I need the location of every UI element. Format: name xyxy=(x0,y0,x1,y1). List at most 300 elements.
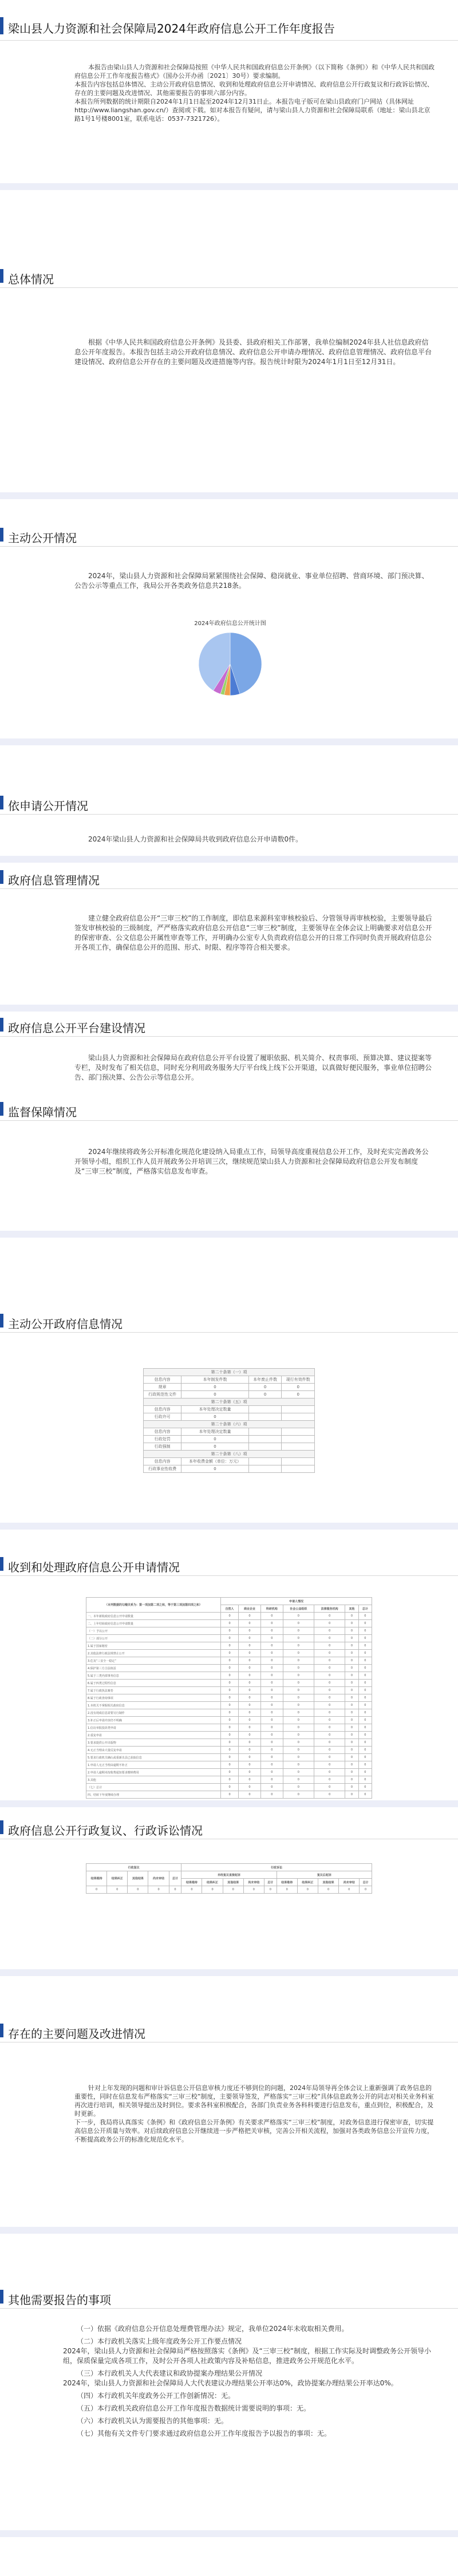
table-cell: 1.属于国家秘密 xyxy=(86,1642,221,1650)
table-cell xyxy=(248,1458,282,1465)
table-cell: 0 xyxy=(283,1702,314,1709)
table-cell xyxy=(282,1406,315,1413)
table-cell: 0 xyxy=(358,1769,372,1776)
table-cell: 0 xyxy=(314,1732,345,1739)
table-cell: 0 xyxy=(260,1687,283,1694)
table-cell: 0 xyxy=(260,1657,283,1665)
table-cell: 0 xyxy=(358,1627,372,1635)
table-cell: 0 xyxy=(358,1747,372,1754)
section-title-review: 政府信息公开行政复议、行政诉讼情况 xyxy=(8,1824,203,1838)
table-cell: 0 xyxy=(221,1791,239,1799)
list-item: （六）本行政机关认为需要报告的其他事项：无。 xyxy=(77,2417,228,2425)
section-title-others: 其他需要报告的事项 xyxy=(8,2293,111,2307)
table-cell: 0 xyxy=(260,1791,283,1799)
table-cell: 0 xyxy=(181,1436,249,1443)
section-divider-line xyxy=(0,888,458,889)
table-cell: 0 xyxy=(181,1413,249,1421)
table-cell: 0 xyxy=(283,1739,314,1747)
table-cell: 0 xyxy=(107,1886,128,1894)
table-cell: 本年收费金额（单位：万元） xyxy=(181,1458,249,1465)
page-title: 梁山县人力资源和社会保障局2024年政府信息公开工作年度报告 xyxy=(8,22,335,35)
table-cell: 0 xyxy=(314,1769,345,1776)
table-cell: 0 xyxy=(314,1642,345,1650)
table-cell: 0 xyxy=(283,1776,314,1784)
table-cell: 0 xyxy=(283,1747,314,1754)
table-row xyxy=(144,1451,315,1458)
apply-info-table xyxy=(86,1597,372,1799)
table-cell: 0 xyxy=(239,1665,261,1672)
table-cell: 0 xyxy=(221,1776,239,1784)
section-divider-line xyxy=(0,1575,458,1576)
table-cell xyxy=(282,1458,315,1465)
active-text: 2024年，梁山县人力资源和社会保障局紧紧围绕社会保障、稳岗就业、事业单位招聘、营商环境、部门预决算、公告公示等重点工作，我局公开各类政务信息共218条。 xyxy=(74,572,429,590)
list-item: （五）本行政机关政府信息公开工作年度报告数据统计需要说明的事项：无。 xyxy=(77,2404,311,2412)
table-row xyxy=(86,1694,372,1702)
table-cell: 信息内容 xyxy=(144,1428,181,1436)
table-cell xyxy=(248,1428,282,1436)
table-cell: 第二十条第（五）项 xyxy=(144,1398,315,1406)
table-cell: 0 xyxy=(345,1687,358,1694)
table-row xyxy=(86,1635,372,1642)
table-row xyxy=(86,1864,372,1871)
table-cell: 0 xyxy=(221,1754,239,1761)
section-title-apply-table: 收到和处理政府信息公开申请情况 xyxy=(8,1560,180,1574)
table-header-cell: 结果纠正 xyxy=(297,1879,318,1886)
table-cell: 0 xyxy=(314,1635,345,1642)
table-cell: 0 xyxy=(314,1613,345,1620)
table-cell: 3.危及“三安全一稳定” xyxy=(86,1657,221,1665)
table-cell: 0 xyxy=(297,1886,318,1894)
table-row xyxy=(86,1791,372,1799)
table-row xyxy=(144,1398,315,1406)
table-cell: 0 xyxy=(314,1739,345,1747)
table-cell: 0 xyxy=(221,1680,239,1687)
table-cell: 规章 xyxy=(144,1384,181,1391)
table-cell: 0 xyxy=(314,1627,345,1635)
table-header-cell: 行政诉讼 xyxy=(181,1864,372,1871)
table-cell xyxy=(282,1428,315,1436)
table-cell: 0 xyxy=(239,1627,261,1635)
table-cell: 4.保护第三方合法权益 xyxy=(86,1665,221,1672)
table-cell: 0 xyxy=(345,1627,358,1635)
table-cell: 0 xyxy=(314,1724,345,1732)
table-cell: 0 xyxy=(345,1732,358,1739)
section-title-overall: 总体情况 xyxy=(8,272,54,286)
table-cell: 0 xyxy=(239,1739,261,1747)
table-header-cell: 结果纠正 xyxy=(107,1871,128,1886)
table-cell: 0 xyxy=(345,1642,358,1650)
table-row xyxy=(86,1871,372,1879)
table-cell: 0 xyxy=(345,1635,358,1642)
table-cell: （一）予以公开 xyxy=(86,1627,221,1635)
table-cell: 信息内容 xyxy=(144,1376,181,1384)
table-cell: 0 xyxy=(181,1384,249,1391)
table-cell: 0 xyxy=(239,1747,261,1754)
table-cell: 0 xyxy=(283,1724,314,1732)
table-cell xyxy=(282,1413,315,1421)
table-cell: 0 xyxy=(358,1761,372,1769)
table-cell: 0 xyxy=(221,1613,239,1620)
table-cell: 0 xyxy=(148,1886,169,1894)
table-row xyxy=(86,1672,372,1680)
table-cell: 0 xyxy=(260,1761,283,1769)
review-table xyxy=(86,1863,372,1894)
table-cell: 0 xyxy=(345,1672,358,1680)
table-cell: 0 xyxy=(283,1754,314,1761)
table-cell: 0 xyxy=(239,1754,261,1761)
table-cell: 0 xyxy=(314,1672,345,1680)
table-cell xyxy=(282,1443,315,1451)
table-row xyxy=(144,1369,315,1376)
table-cell: 0 xyxy=(358,1620,372,1627)
table-cell: 0 xyxy=(283,1620,314,1627)
table-cell: 0 xyxy=(239,1613,261,1620)
table-row xyxy=(144,1421,315,1428)
table-cell: 0 xyxy=(221,1784,239,1791)
section-divider xyxy=(0,1969,458,1976)
table-row xyxy=(86,1717,372,1724)
table-cell: 0 xyxy=(314,1657,345,1665)
table-cell: 0 xyxy=(283,1627,314,1635)
section-divider xyxy=(0,1800,458,1807)
table-cell: 0 xyxy=(360,1886,372,1894)
table-cell: 0 xyxy=(260,1769,283,1776)
table-row xyxy=(86,1613,372,1620)
table-header-cell: 尚未审结 xyxy=(243,1879,264,1886)
table-cell: 0 xyxy=(314,1761,345,1769)
section-title-manage: 政府信息管理情况 xyxy=(8,874,100,887)
section-divider-line xyxy=(0,287,458,288)
section-accent-bar xyxy=(0,796,3,809)
table-cell: 3.补正后申请内容仍不明确 xyxy=(86,1717,221,1724)
pie-chart xyxy=(179,618,282,704)
table-cell: 0 xyxy=(345,1680,358,1687)
table-header-cell: 结果纠正 xyxy=(202,1879,223,1886)
table-cell: 0 xyxy=(239,1724,261,1732)
list-item: （二）本行政机关落实上级年度政务公开工作要点情况 2024年，梁山县人力资源和社会保障局严格按照落实《条例》及“三审三校”制度，根据工作实际及时调整政务公开领导小组，保质保量完成各项工作，及时公开各项人社政策内容及补贴信息，推进政务公开规范化水平。 xyxy=(63,2337,431,2365)
table-cell: 现行有效件数 xyxy=(282,1376,315,1384)
table-cell: 0 xyxy=(221,1761,239,1769)
table-header-cell: 其他 xyxy=(345,1605,358,1613)
table-cell: 0 xyxy=(248,1384,282,1391)
table-cell: 0 xyxy=(260,1739,283,1747)
section-accent-bar xyxy=(0,870,3,884)
list-item: （四）本行政机关年度政务公开工作创新情况：无。 xyxy=(77,2392,235,2400)
table-cell: 6.属于四类过程性信息 xyxy=(86,1680,221,1687)
table-cell: 0 xyxy=(283,1687,314,1694)
table-cell: 3.其他 xyxy=(86,1776,221,1784)
table-cell: 0 xyxy=(345,1754,358,1761)
table-cell: 0 xyxy=(314,1709,345,1717)
table-cell: 0 xyxy=(221,1709,239,1717)
table-cell: 0 xyxy=(277,1886,297,1894)
table-header-cell: 行政复议 xyxy=(86,1864,181,1871)
table-cell: 0 xyxy=(239,1709,261,1717)
table-cell: 0 xyxy=(318,1886,338,1894)
table-cell: 0 xyxy=(260,1642,283,1650)
section-accent-bar xyxy=(0,1820,3,1834)
table-cell: 0 xyxy=(283,1709,314,1717)
section-divider xyxy=(0,1523,458,1530)
table-cell: 0 xyxy=(314,1650,345,1657)
table-header-cell: 总计 xyxy=(358,1605,372,1613)
table-cell: 0 xyxy=(239,1732,261,1739)
table-cell: 0 xyxy=(221,1642,239,1650)
table-cell: 0 xyxy=(260,1732,283,1739)
table-cell: 四、结转下年度继续办理 xyxy=(86,1791,221,1799)
table-cell: 0 xyxy=(260,1694,283,1702)
section-divider xyxy=(0,1005,458,1012)
table-cell: 0 xyxy=(260,1724,283,1732)
table-header-cell: 自然人 xyxy=(221,1605,239,1613)
table-cell: 0 xyxy=(221,1717,239,1724)
table-header-cell: 尚未审结 xyxy=(148,1871,169,1886)
table-cell: 0 xyxy=(223,1886,243,1894)
table-cell: 0 xyxy=(239,1680,261,1687)
section-divider xyxy=(0,856,458,863)
table-cell: 0 xyxy=(358,1680,372,1687)
section-title-active: 主动公开情况 xyxy=(8,531,77,545)
table-row xyxy=(86,1650,372,1657)
table-cell: 0 xyxy=(314,1754,345,1761)
table-cell: 1.本机关不掌握相关政府信息 xyxy=(86,1702,221,1709)
table-cell: 0 xyxy=(283,1642,314,1650)
table-cell: 0 xyxy=(358,1635,372,1642)
table-cell: 4.无正当理由大量反复申请 xyxy=(86,1747,221,1754)
table-cell: 本年废止件数 xyxy=(248,1376,282,1384)
table-cell: 0 xyxy=(239,1657,261,1665)
table-cell: 0 xyxy=(221,1657,239,1665)
table-row xyxy=(86,1754,372,1761)
pie-slices xyxy=(199,633,262,696)
table-cell: 0 xyxy=(283,1657,314,1665)
active-info-table xyxy=(143,1368,315,1473)
table-header-cell: 总计 xyxy=(360,1879,372,1886)
table-cell: 行政规范性文件 xyxy=(144,1391,181,1398)
table-cell: 1.信访举报投诉类申请 xyxy=(86,1724,221,1732)
table-cell: 0 xyxy=(314,1680,345,1687)
table-cell: 0 xyxy=(283,1650,314,1657)
table-cell: 0 xyxy=(260,1665,283,1672)
table-header-cell: 申请人情况 xyxy=(221,1598,372,1605)
table-cell: 0 xyxy=(181,1886,202,1894)
table-cell: 0 xyxy=(283,1635,314,1642)
section-divider-line xyxy=(0,814,458,815)
table-cell: 本年处理决定数量 xyxy=(181,1406,249,1413)
table-cell: 0 xyxy=(239,1650,261,1657)
table-cell: 0 xyxy=(283,1665,314,1672)
table-cell: 0 xyxy=(358,1657,372,1665)
table-row xyxy=(86,1657,372,1665)
table-cell: 0 xyxy=(181,1443,249,1451)
section-divider xyxy=(0,2530,458,2537)
table-cell: 第二十条第（六）项 xyxy=(144,1421,315,1428)
table-row xyxy=(86,1709,372,1717)
table-cell: 行政强制 xyxy=(144,1443,181,1451)
table-row xyxy=(86,1627,372,1635)
table-cell: 0 xyxy=(345,1665,358,1672)
list-item: （三）本行政机关人大代表建议和政协提案办理结果公开情况 2024年，梁山县人力资源和社会保障局人大代表建议办理结果公开率达0%，政协提案办理结果公开率达0%。 xyxy=(63,2369,398,2387)
section-accent-bar xyxy=(0,1102,3,1116)
table-row xyxy=(86,1739,372,1747)
section-title-supervise: 监督保障情况 xyxy=(8,1105,77,1119)
table-cell: 信息内容 xyxy=(144,1458,181,1465)
table-cell: 0 xyxy=(314,1665,345,1672)
table-row xyxy=(144,1376,315,1384)
table-cell: 0 xyxy=(358,1754,372,1761)
table-cell: 0 xyxy=(264,1886,277,1894)
table-cell: 0 xyxy=(345,1724,358,1732)
table-cell: 0 xyxy=(239,1717,261,1724)
table-cell: 0 xyxy=(239,1784,261,1791)
table-cell: 0 xyxy=(358,1694,372,1702)
table-header-cell: 结果维持 xyxy=(181,1879,202,1886)
section-accent-bar xyxy=(0,2290,3,2304)
table-row xyxy=(86,1665,372,1672)
table-cell: 0 xyxy=(221,1635,239,1642)
title-divider xyxy=(0,40,458,41)
table-cell: 0 xyxy=(345,1784,358,1791)
section-divider-line xyxy=(0,546,458,547)
table-cell: 0 xyxy=(283,1717,314,1724)
table-cell: 0 xyxy=(239,1761,261,1769)
table-cell: 0 xyxy=(221,1620,239,1627)
table-cell: 0 xyxy=(358,1702,372,1709)
others-list xyxy=(63,2324,435,2441)
chart-title: 2024年政府信息公开统计图 xyxy=(194,621,266,627)
table-header-cell: 其他结果 xyxy=(318,1879,338,1886)
table-cell: 0 xyxy=(314,1694,345,1702)
problems-text: 针对上年发现的问题和审计诉信息公开信息审核力度还不够到位的问题，2024年局领导再全体会议上重新强调了政务信息的重要性，同时在信息发布严格落实“三审三校”制度，主要领导签发，严格落实“三审三校”具体信息政务公开的同志对相关业务科室再次进行培训，相关领导提出及时到位。要求各科室积极配合，各部门负责业务各科科要进行信息发布，重点到位，积极配合，及时更新。 下一步，我局将认真落实《条例》和《政府信息公开条例》有关要求严格落实“三审三校”制度，对政务信息进行保密审查，切实提高信息公开质量与效率。对后续政府信息公开继续进一步严格把关审核，完善公开相关流程，加强对各类政务信息公开宣传力度，不断提高政务公开的标准化规范化水平。 xyxy=(74,2084,434,2143)
table-cell: 8.属于行政查询事项 xyxy=(86,1694,221,1702)
section-accent-bar xyxy=(0,1314,3,1327)
table-cell: 2.其他法律行政法规禁止公开 xyxy=(86,1650,221,1657)
table-cell: 0 xyxy=(345,1717,358,1724)
table-cell xyxy=(282,1436,315,1443)
table-row xyxy=(86,1687,372,1694)
table-cell: 2.申请人逾期未按收费通知要求缴纳费用 xyxy=(86,1769,221,1776)
table-cell: 0 xyxy=(260,1680,283,1687)
table-cell: 0 xyxy=(358,1739,372,1747)
table-header-cell: 未经复议直接起诉 xyxy=(181,1871,277,1879)
section-accent-bar xyxy=(0,528,3,542)
table-cell xyxy=(248,1465,282,1473)
table-cell: 0 xyxy=(345,1769,358,1776)
table-header-cell: 复议后起诉 xyxy=(277,1871,372,1879)
table-cell: 0 xyxy=(358,1791,372,1799)
table-cell xyxy=(282,1465,315,1473)
table-cell: 0 xyxy=(283,1732,314,1739)
table-header-cell: 总计 xyxy=(264,1879,277,1886)
table-cell: 0 xyxy=(339,1886,360,1894)
table-row xyxy=(86,1724,372,1732)
table-header-cell: 尚未审结 xyxy=(339,1879,360,1886)
table-cell: 0 xyxy=(283,1672,314,1680)
table-row xyxy=(86,1680,372,1687)
table-cell: 第二十条第（一）项 xyxy=(144,1369,315,1376)
table-cell: 0 xyxy=(239,1769,261,1776)
table-cell: 0 xyxy=(221,1694,239,1702)
table-cell: 0 xyxy=(345,1613,358,1620)
table-cell: 0 xyxy=(243,1886,264,1894)
table-row xyxy=(144,1458,315,1465)
table-cell: 0 xyxy=(221,1732,239,1739)
table-row xyxy=(86,1776,372,1784)
table-row xyxy=(86,1769,372,1776)
table-header-cell: 结果维持 xyxy=(277,1879,297,1886)
table-cell: 0 xyxy=(181,1391,249,1398)
table-cell: 0 xyxy=(283,1769,314,1776)
table-cell: 0 xyxy=(260,1627,283,1635)
section-title-active-table: 主动公开政府信息情况 xyxy=(8,1317,123,1331)
table-cell: 0 xyxy=(260,1754,283,1761)
table-cell: 0 xyxy=(221,1687,239,1694)
title-accent-bar xyxy=(0,17,3,34)
table-cell: 0 xyxy=(314,1717,345,1724)
table-cell: 0 xyxy=(358,1717,372,1724)
table-cell: 0 xyxy=(128,1886,148,1894)
table-cell: 0 xyxy=(358,1672,372,1680)
section-divider xyxy=(0,738,458,745)
table-cell: 0 xyxy=(283,1791,314,1799)
table-row xyxy=(86,1886,372,1894)
table-cell: 0 xyxy=(260,1672,283,1680)
table-cell: 2.重复申请 xyxy=(86,1732,221,1739)
table-cell: 0 xyxy=(239,1687,261,1694)
table-cell: 0 xyxy=(358,1732,372,1739)
table-row xyxy=(144,1465,315,1473)
table-cell: 0 xyxy=(260,1635,283,1642)
table-header-cell: 其他结果 xyxy=(128,1871,148,1886)
table-cell: 0 xyxy=(345,1739,358,1747)
table-cell: 0 xyxy=(358,1613,372,1620)
table-cell: 0 xyxy=(358,1650,372,1657)
table-cell: 5.属于三类内部事务信息 xyxy=(86,1672,221,1680)
section-accent-bar xyxy=(0,2024,3,2037)
table-cell: 0 xyxy=(221,1739,239,1747)
table-row xyxy=(86,1784,372,1791)
table-row xyxy=(144,1436,315,1443)
section-divider-line xyxy=(0,1120,458,1121)
table-cell: 0 xyxy=(345,1702,358,1709)
section-title-platform: 政府信息公开平台建设情况 xyxy=(8,1021,145,1035)
section-divider xyxy=(0,492,458,499)
table-cell: 0 xyxy=(260,1650,283,1657)
table-cell: （二）部分公开 xyxy=(86,1635,221,1642)
table-cell: 0 xyxy=(282,1391,315,1398)
section-divider-line xyxy=(0,1036,458,1037)
table-cell: 0 xyxy=(283,1761,314,1769)
overall-text: 根据《中华人民共和国政府信息公开条例》及县委、县政府相关工作部署，我单位编制2024年县人社信息政府信息公开年度报告。本报告包括主动公开政府信息情况、政府信息公开申请办理情况、政府信息管理情况、政府信息平台建设情况、政府信息公开存在的主要问题及改进措施等内容。报告统计时限为2024年1月1日至12月31日。 xyxy=(74,338,432,366)
table-cell: 0 xyxy=(358,1724,372,1732)
table-cell: 0 xyxy=(239,1672,261,1680)
list-item: （一）依据《政府信息公开信息处理费管理办法》规定，我单位2024年未收取相关费用。 xyxy=(77,2325,349,2333)
table-cell: 行政许可 xyxy=(144,1413,181,1421)
section-divider xyxy=(0,183,458,190)
apply-text: 2024年梁山县人力资源和社会保障局共收到政府信息公开申请数0件。 xyxy=(88,835,303,843)
table-cell: 0 xyxy=(239,1694,261,1702)
table-cell: 0 xyxy=(345,1657,358,1665)
table-cell: 0 xyxy=(358,1709,372,1717)
table-cell: 0 xyxy=(358,1642,372,1650)
table-cell: 0 xyxy=(314,1702,345,1709)
table-cell: 行政处罚 xyxy=(144,1436,181,1443)
table-cell: 0 xyxy=(283,1680,314,1687)
table-cell: 0 xyxy=(314,1620,345,1627)
section-divider xyxy=(0,1231,458,1238)
table-cell: 0 xyxy=(314,1747,345,1754)
table-cell: 0 xyxy=(358,1776,372,1784)
